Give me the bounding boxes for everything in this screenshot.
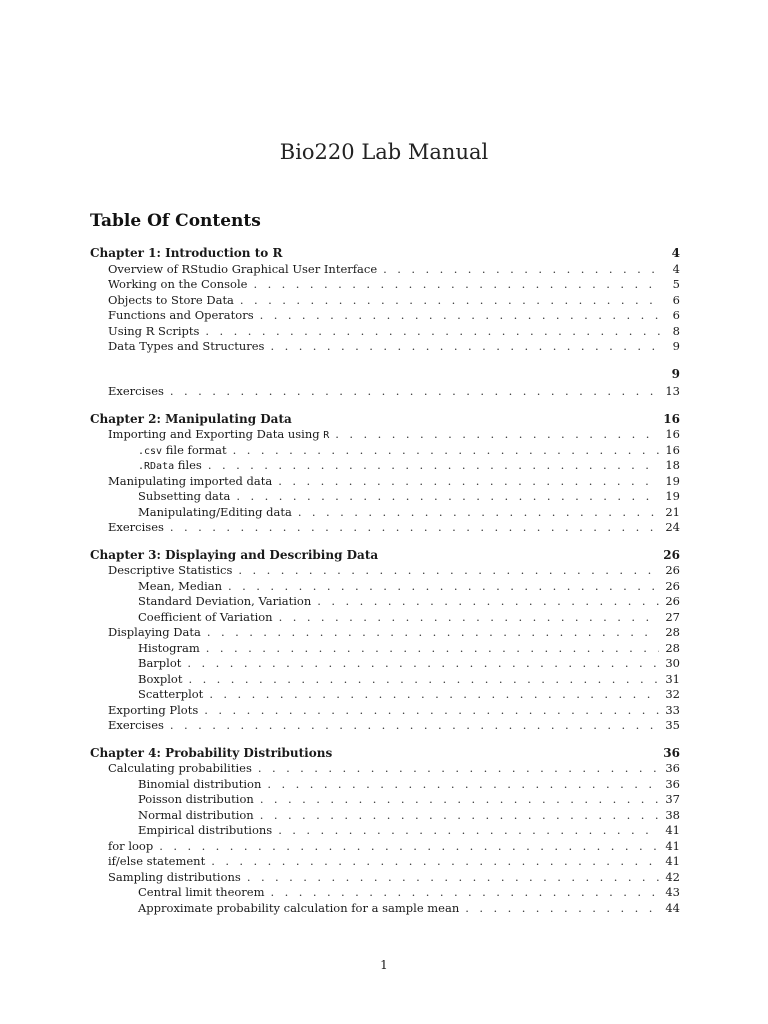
toc-entry-label: Exercises	[108, 718, 164, 732]
toc-entry[interactable]	[90, 703, 680, 719]
toc-subentry[interactable]	[90, 901, 680, 917]
toc-page-number: 41	[665, 854, 680, 868]
toc-entry-label: Overview of RStudio Graphical User Interface	[108, 261, 378, 276]
toc-entry-label: if/else statement	[108, 854, 206, 868]
toc-subentry[interactable]	[90, 610, 680, 626]
leader-dots	[317, 594, 659, 610]
leader-dots	[236, 489, 659, 505]
toc-entry[interactable]	[90, 277, 680, 293]
toc-chapter-1[interactable]	[90, 246, 680, 262]
leader-dots	[260, 792, 660, 808]
toc-page-number: 42	[665, 869, 680, 884]
toc-entry-label: Standard Deviation, Variation	[138, 594, 312, 608]
toc-entry[interactable]	[90, 427, 680, 443]
toc-subentry[interactable]	[90, 808, 680, 824]
toc-entry-label: .RData files	[138, 458, 202, 472]
leader-dots	[465, 901, 659, 917]
toc-page-number: 6	[672, 292, 680, 307]
toc-entry[interactable]	[90, 870, 680, 886]
leader-dots	[240, 293, 660, 309]
leader-dots	[279, 610, 660, 626]
toc-entry[interactable]	[90, 262, 680, 278]
toc-entry-label: Subsetting data	[138, 489, 231, 503]
toc-heading: Table Of Contents	[90, 211, 261, 231]
toc-entry-label: Calculating probabilities	[108, 761, 252, 775]
toc-subentry[interactable]	[90, 505, 680, 521]
toc-chapter-title: Chapter 4: Probability Distributions	[90, 745, 333, 760]
leader-dots	[233, 443, 660, 459]
toc-entry-label: Data Types and Structures	[108, 339, 265, 353]
toc-page-number: 35	[665, 718, 680, 732]
leader-dots	[211, 854, 659, 870]
toc-entry-label: Scatterplot	[138, 687, 204, 701]
toc-entry-label: Importing and Exporting Data using R	[108, 427, 330, 441]
toc-page-number: 36	[665, 776, 680, 791]
leader-dots	[188, 672, 659, 688]
toc-page-number: 28	[665, 640, 680, 655]
toc-entry-label: Functions and Operators	[108, 308, 254, 322]
toc-entry-label: Exporting Plots	[108, 702, 199, 717]
toc-entry-label: Using R Scripts	[108, 323, 200, 338]
toc-page-number: 24	[665, 520, 680, 534]
toc-entry[interactable]	[90, 718, 680, 734]
toc-subentry[interactable]	[90, 885, 680, 901]
toc-subentry[interactable]	[90, 594, 680, 610]
toc-entry[interactable]	[90, 839, 680, 855]
toc-page-number: 32	[665, 687, 680, 701]
leader-dots	[270, 339, 660, 355]
toc-page-number: 9	[672, 339, 680, 353]
table-of-contents	[90, 246, 680, 916]
document-title: Bio220 Lab Manual	[279, 140, 489, 164]
toc-chapter-title: Chapter 3: Displaying and Describing Data	[90, 547, 379, 562]
toc-entry-label: .csv file format	[138, 442, 227, 457]
leader-dots	[258, 761, 660, 777]
toc-page-number: 6	[672, 308, 680, 322]
leader-dots	[278, 474, 659, 490]
toc-entry[interactable]	[90, 854, 680, 870]
toc-page-number: 26	[663, 547, 680, 562]
toc-entry[interactable]	[90, 339, 680, 355]
toc-page-number: 43	[665, 885, 680, 899]
toc-page-number: 4	[672, 261, 680, 276]
toc-entry[interactable]	[90, 761, 680, 777]
toc-subentry[interactable]	[90, 458, 680, 474]
toc-entry[interactable]	[90, 308, 680, 324]
toc-entry-label: Manipulating/Editing data	[138, 504, 292, 519]
toc-chapter-title: Chapter 2: Manipulating Data	[90, 411, 292, 426]
leader-dots	[205, 324, 660, 340]
toc-chapter-3[interactable]	[90, 548, 680, 564]
toc-page-number: 4	[671, 246, 680, 260]
toc-entry-label: Histogram	[138, 640, 200, 655]
toc-entry-label: Approximate probability calculation for a sample mean	[138, 900, 460, 915]
leader-dots	[207, 625, 660, 641]
toc-subentry[interactable]	[90, 777, 680, 793]
toc-entry-label: Working on the Console	[108, 277, 248, 291]
toc-page-number: 19	[665, 489, 680, 503]
toc-entry[interactable]	[90, 520, 680, 536]
toc-page-number: 30	[665, 656, 680, 670]
toc-entry-label: Boxplot	[138, 671, 183, 686]
leader-dots	[260, 808, 660, 824]
leader-dots	[170, 718, 659, 734]
toc-subentry[interactable]	[90, 687, 680, 703]
toc-page-number: 5	[672, 277, 680, 291]
toc-page-number: 18	[665, 458, 680, 472]
toc-page-number: 26	[665, 594, 680, 608]
toc-page-number: 33	[665, 702, 680, 717]
toc-page-number: 13	[665, 384, 680, 398]
toc-page-number: 28	[665, 625, 680, 639]
toc-entry-label: Exercises	[108, 384, 164, 398]
toc-entry[interactable]	[90, 625, 680, 641]
toc-subentry[interactable]	[90, 641, 680, 657]
leader-dots	[187, 656, 659, 672]
toc-entry-label: Mean, Median	[138, 578, 223, 593]
toc-entry-label: Displaying Data	[108, 625, 201, 639]
toc-page-number: 38	[665, 807, 680, 822]
toc-entry-label: Central limit theorem	[138, 885, 265, 899]
leader-dots	[247, 870, 660, 886]
toc-entry-label: Sampling distributions	[108, 869, 241, 884]
toc-entry-label: Manipulating imported data	[108, 473, 273, 488]
toc-entry[interactable]	[90, 324, 680, 340]
leader-dots	[267, 777, 659, 793]
toc-entry-label: Normal distribution	[138, 807, 254, 822]
toc-page-number: 44	[665, 900, 680, 915]
toc-page-number: 19	[665, 473, 680, 488]
toc-entry-label: Coefficient of Variation	[138, 609, 273, 624]
toc-subentry[interactable]	[90, 579, 680, 595]
toc-entry[interactable]	[90, 384, 680, 400]
leader-dots	[209, 687, 659, 703]
leader-dots	[208, 458, 660, 474]
leader-dots	[170, 384, 659, 400]
leader-dots	[271, 885, 660, 901]
toc-entry-label: Barplot	[138, 656, 182, 670]
toc-entry[interactable]	[90, 293, 680, 309]
leader-dots	[335, 427, 659, 443]
toc-page-number: 16	[663, 411, 680, 426]
leader-dots	[260, 308, 660, 324]
footer-page-number: 1	[380, 958, 388, 972]
toc-entry-label: Exercises	[108, 520, 164, 534]
leader-dots	[383, 262, 660, 278]
toc-entry-label: Objects to Store Data	[108, 292, 234, 307]
toc-page-number: 26	[665, 563, 680, 577]
toc-entry-label: for loop	[108, 838, 154, 853]
toc-subentry[interactable]	[90, 656, 680, 672]
leader-dots	[204, 703, 659, 719]
toc-page-number: 8	[672, 323, 680, 338]
leader-dots	[238, 563, 659, 579]
toc-page-number: 37	[665, 792, 680, 806]
toc-page-number: 26	[665, 578, 680, 593]
toc-entry-label: Descriptive Statistics	[108, 563, 233, 577]
toc-entry-label: Binomial distribution	[138, 776, 262, 791]
toc-page-number: 36	[665, 761, 680, 775]
leader-dots	[206, 641, 660, 657]
toc-page-number: 21	[665, 504, 680, 519]
leader-dots	[170, 520, 659, 536]
toc-page-number: 41	[665, 823, 680, 837]
toc-chapter-2[interactable]	[90, 412, 680, 428]
toc-page-number: 31	[665, 671, 680, 686]
leader-dots	[298, 505, 660, 521]
toc-page-number: 16	[665, 442, 680, 457]
toc-chapter-4[interactable]	[90, 746, 680, 762]
toc-subentry[interactable]	[90, 823, 680, 839]
toc-entry-label: Poisson distribution	[138, 792, 254, 806]
leader-dots	[228, 579, 659, 595]
toc-page-number: 16	[665, 427, 680, 441]
toc-subentry[interactable]	[90, 443, 680, 459]
toc-subentry[interactable]	[90, 792, 680, 808]
toc-chapter-title: Chapter 1: Introduction to R	[90, 246, 283, 260]
toc-entry[interactable]	[90, 474, 680, 490]
toc-page-number: 36	[663, 745, 680, 760]
toc-untitled-section[interactable]	[90, 367, 680, 383]
toc-page-number: 9	[671, 366, 680, 381]
toc-entry-label: Empirical distributions	[138, 823, 273, 837]
toc-entry[interactable]	[90, 563, 680, 579]
leader-dots	[278, 823, 659, 839]
toc-subentry[interactable]	[90, 672, 680, 688]
leader-dots	[253, 277, 660, 293]
toc-page-number: 41	[665, 838, 680, 853]
leader-dots	[159, 839, 659, 855]
toc-subentry[interactable]	[90, 489, 680, 505]
toc-page-number: 27	[665, 609, 680, 624]
